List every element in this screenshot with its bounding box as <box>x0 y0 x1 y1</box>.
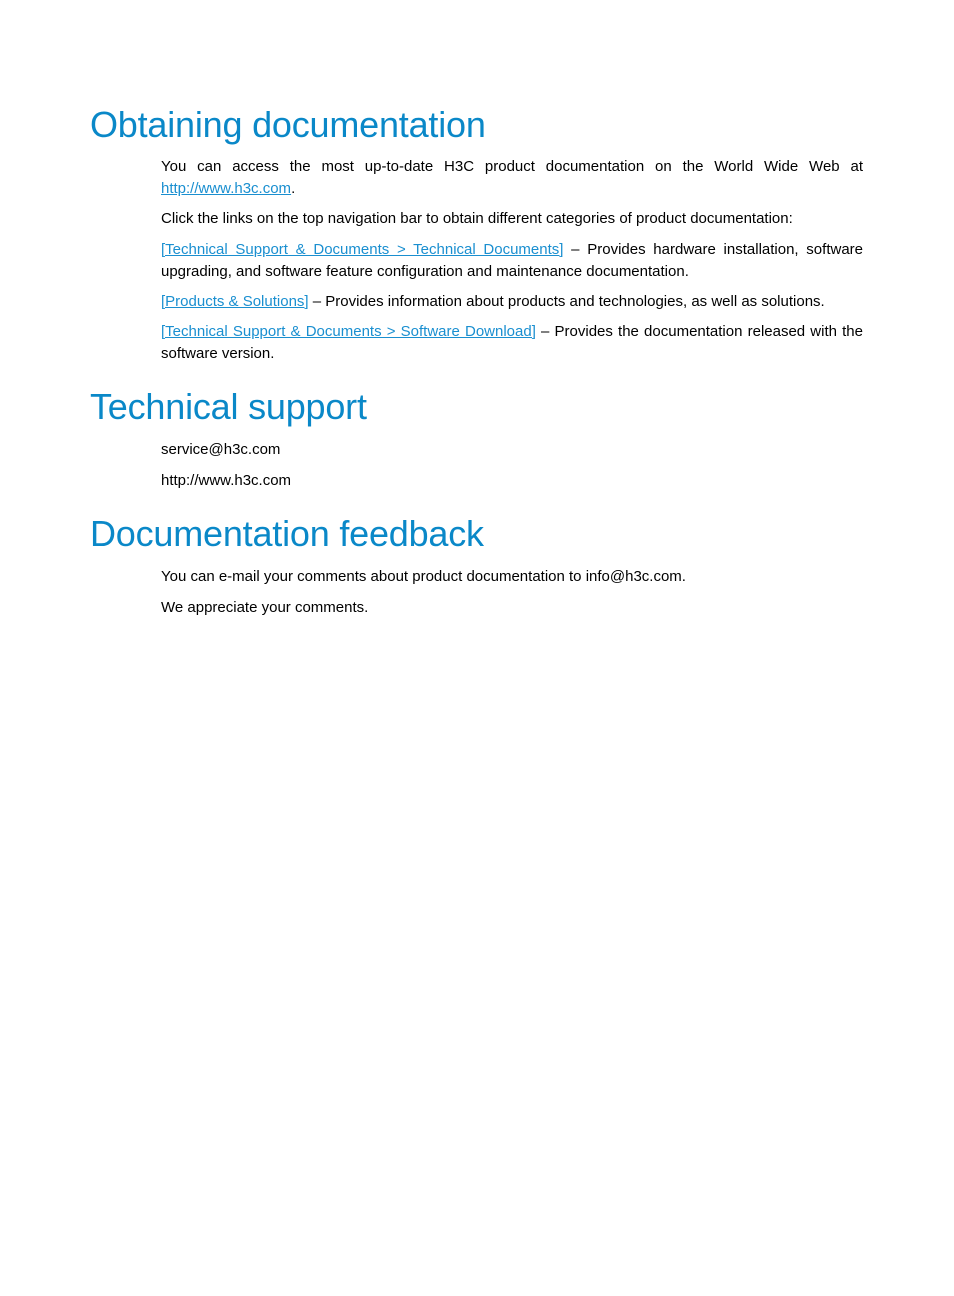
h3c-website-link[interactable]: http://www.h3c.com <box>161 180 292 197</box>
software-download-description: – Provides the documentation released with the software version. <box>161 323 863 362</box>
products-solutions-description: – Provides information about products and technologies, as well as solutions. <box>308 293 825 310</box>
heading-documentation-feedback: Documentation feedback <box>90 513 484 554</box>
paragraph-feedback-email: You can e-mail your comments about product documentation to info@h3c.com. <box>161 568 686 585</box>
support-email: service@h3c.com <box>161 441 281 458</box>
heading-technical-support: Technical support <box>90 386 367 427</box>
access-text: You can access the most up-to-date H3C product documentation on the World Wide Web at <box>161 158 863 175</box>
paragraph-navigation-intro: Click the links on the top navigation bar to obtain different categories of product documentation: <box>161 210 793 227</box>
software-download-link[interactable]: [Technical Support & Documents > Software Download] <box>161 323 536 340</box>
technical-documents-description: – Provides hardware installation, software upgrading, and software feature configuration and maintenance documentation. <box>161 241 863 280</box>
paragraph-products-solutions <box>161 291 863 313</box>
products-solutions-link[interactable]: [Products & Solutions] <box>161 293 309 310</box>
paragraph-technical-documents <box>161 239 863 283</box>
access-text-end: . <box>291 180 296 197</box>
support-website: http://www.h3c.com <box>161 472 292 489</box>
paragraph-software-download <box>161 321 863 365</box>
paragraph-access-documentation <box>161 156 863 200</box>
paragraph-appreciation: We appreciate your comments. <box>161 599 369 616</box>
heading-obtaining-documentation: Obtaining documentation <box>90 104 486 145</box>
technical-documents-link[interactable]: [Technical Support & Documents > Technical Documents] <box>161 241 564 258</box>
